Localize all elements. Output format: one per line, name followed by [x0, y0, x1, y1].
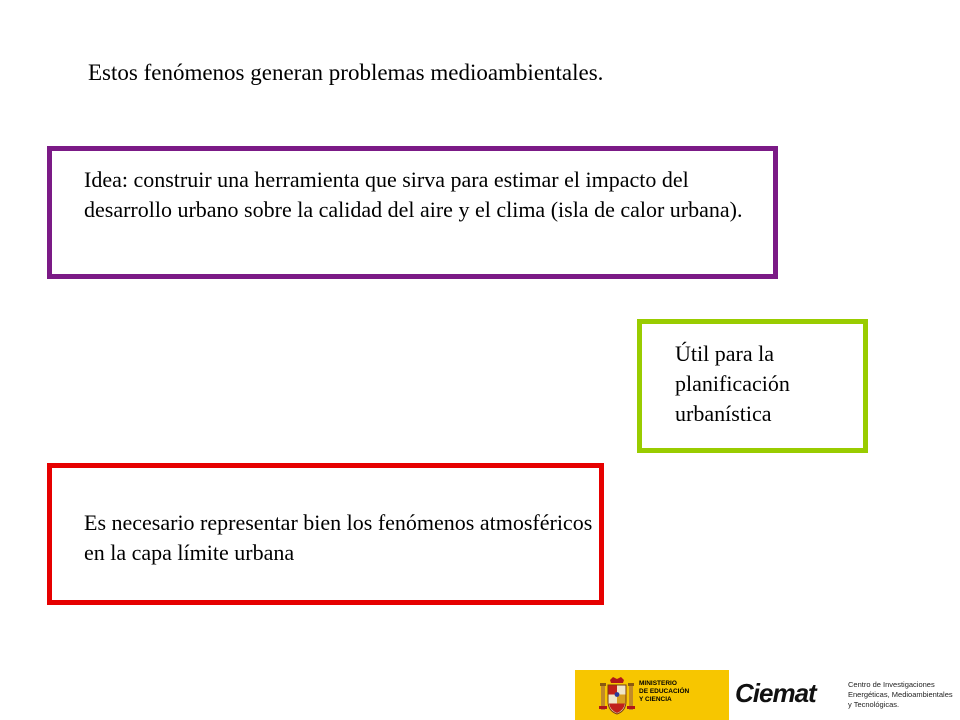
necesario-text: Es necesario representar bien los fenómenos atmosféricos en la capa límite urbana [84, 510, 593, 565]
ciemat-logo [729, 670, 960, 720]
idea-box [47, 146, 778, 279]
util-box [637, 319, 868, 453]
ministerio-logo [575, 670, 729, 720]
ministerio-text: MINISTERIO DE EDUCACIÓN Y CIENCIA [639, 680, 690, 703]
footer-logos [575, 670, 960, 720]
ciemat-description: Centro de Investigaciones Energéticas, Medioambientales y Tecnológicas. [848, 680, 953, 709]
ciemat-wordmark: Ciemat [735, 678, 816, 708]
util-text: Útil para la planificación urbanística [675, 341, 790, 426]
spanish-coat-of-arms-icon [599, 676, 635, 716]
idea-text: Idea: construir una herramienta que sirva para estimar el impacto del desarrollo urbano sobre la calidad del aire y el clima (isla de calor urbana). [84, 167, 743, 222]
intro-text: Estos fenómenos generan problemas medioambientales. [88, 60, 604, 85]
necesario-box [47, 463, 604, 605]
